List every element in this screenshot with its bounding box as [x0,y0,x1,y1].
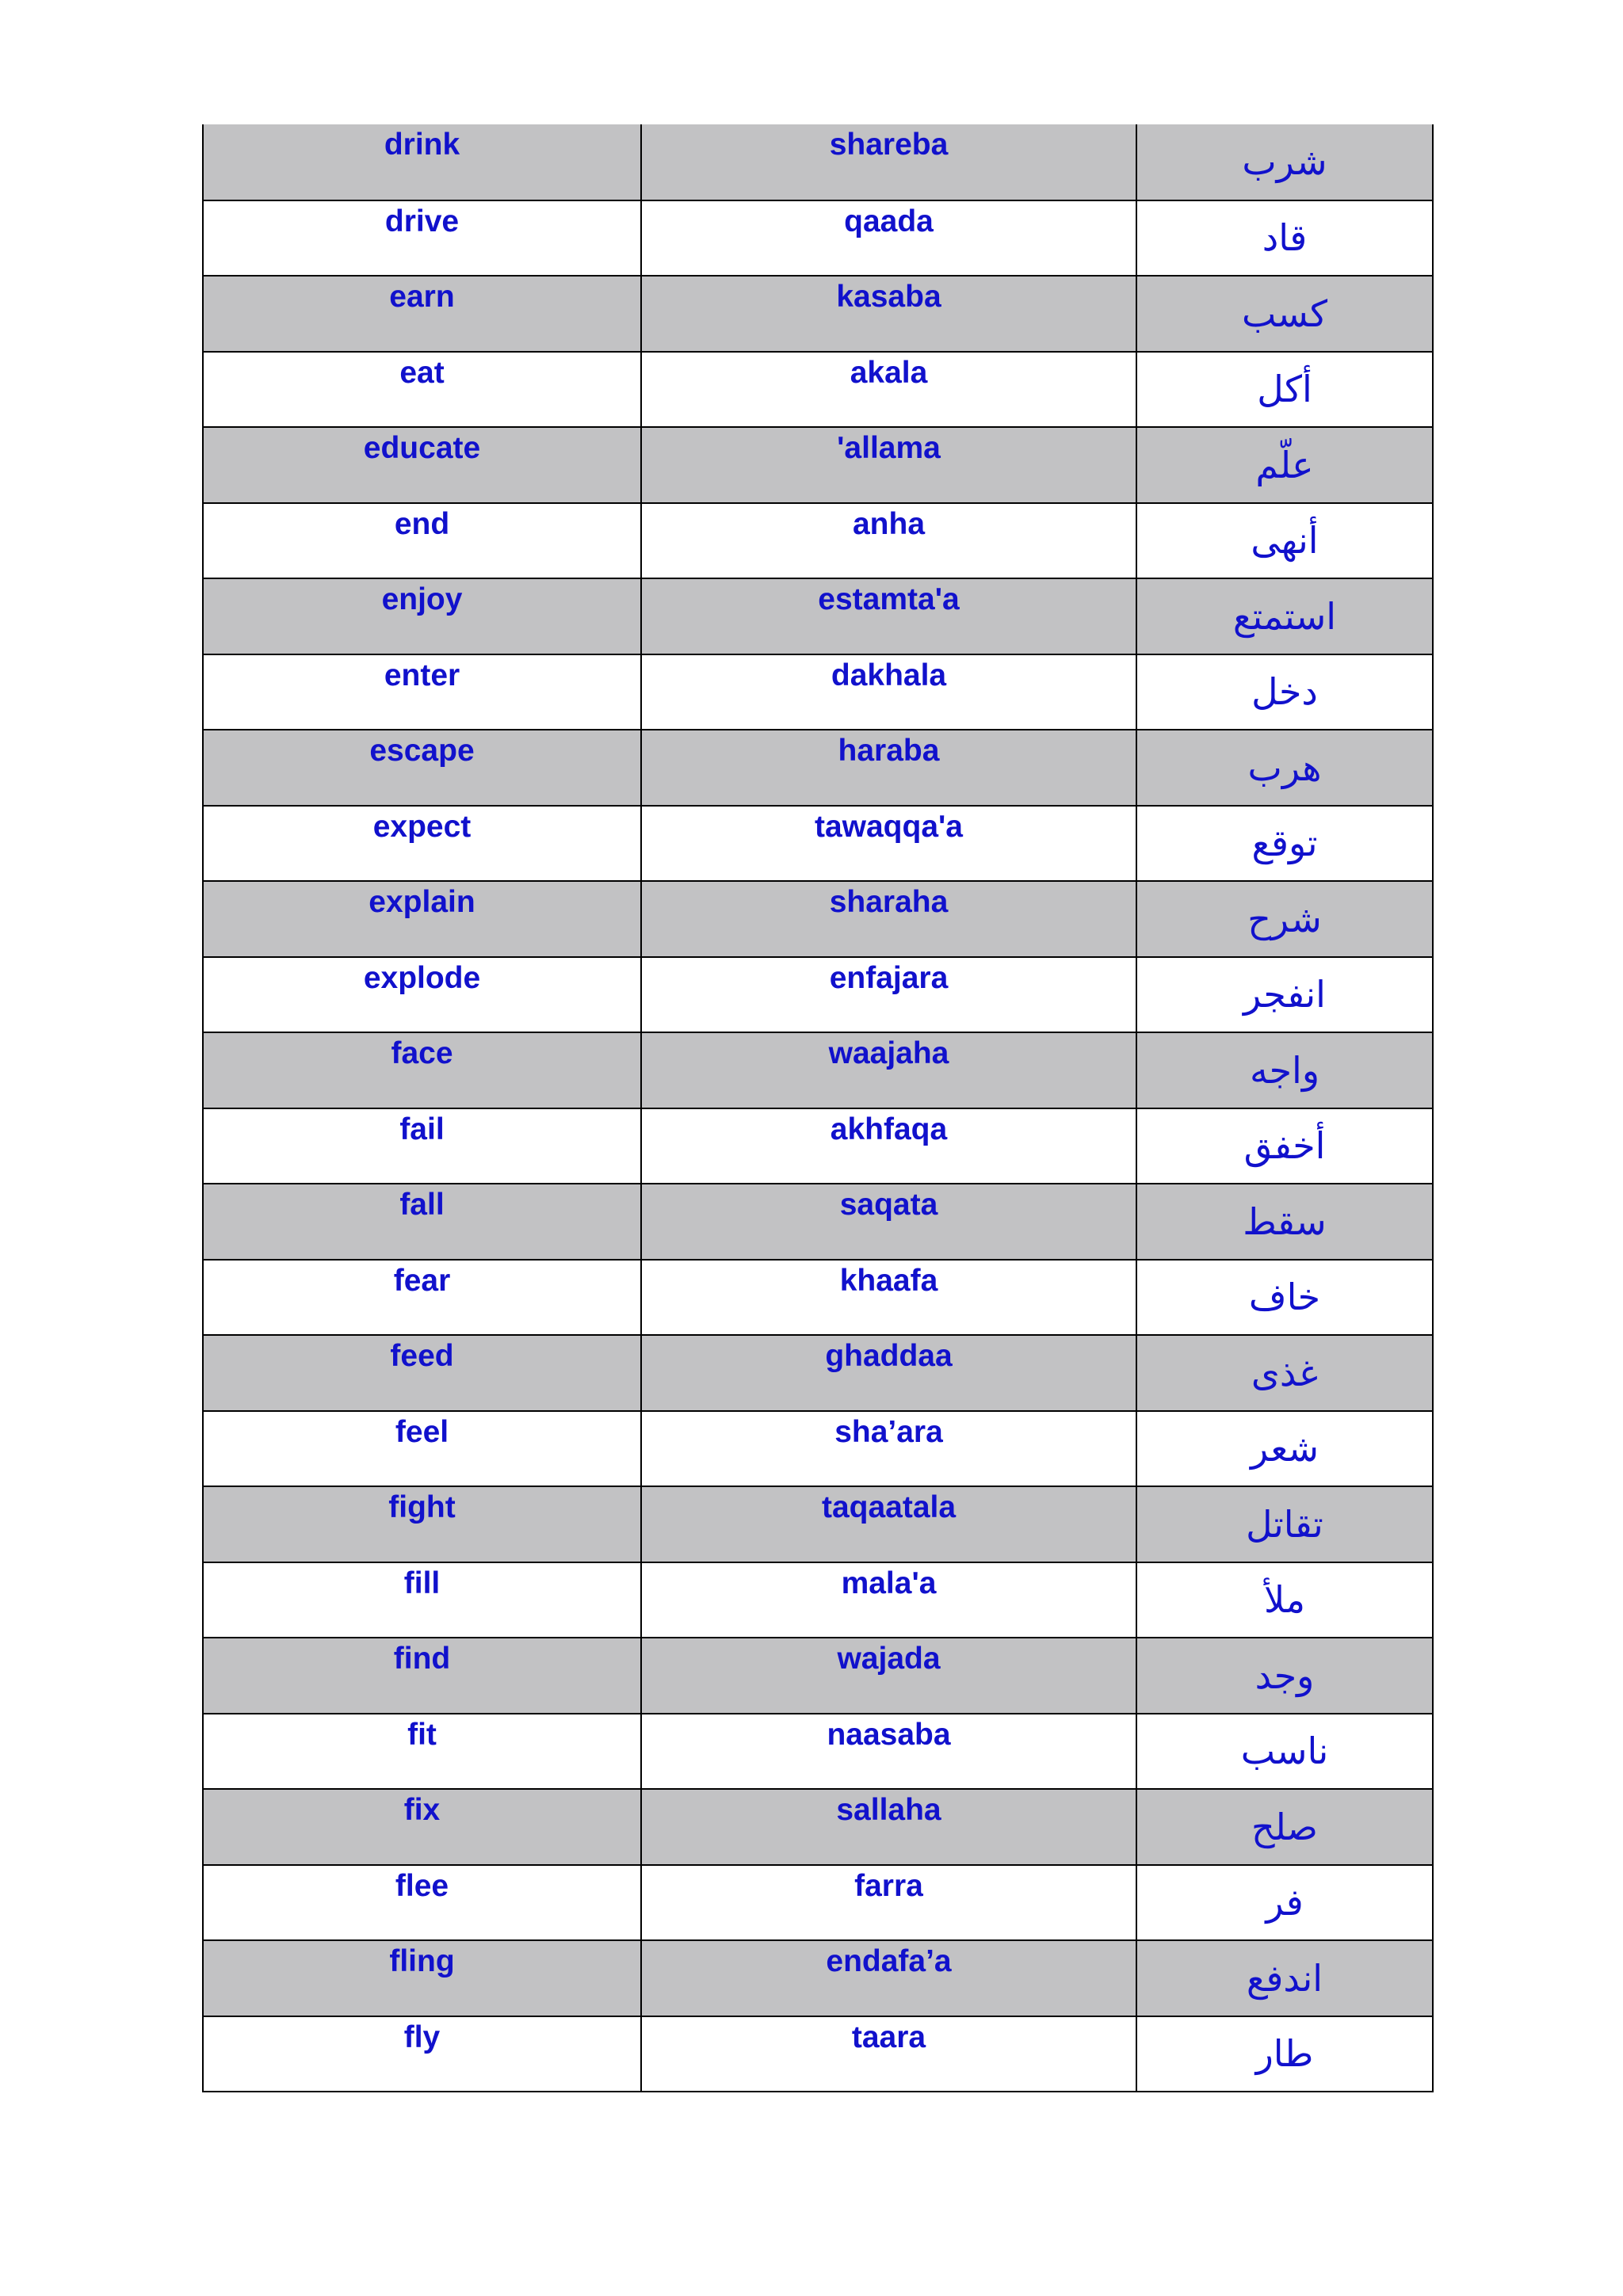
table-row [203,1638,1433,1714]
arabic-word: دخل [1136,654,1433,730]
table-row [203,806,1433,882]
transliteration: ghaddaa [641,1335,1136,1411]
table-row [203,1486,1433,1562]
table-row [203,1714,1433,1790]
transliteration: kasaba [641,276,1136,352]
arabic-word: استمتع [1136,578,1433,654]
table-row [203,503,1433,579]
arabic-word: أكل [1136,352,1433,428]
arabic-word: غذى [1136,1335,1433,1411]
arabic-word: قاد [1136,200,1433,277]
table-row [203,654,1433,730]
transliteration: taara [641,2016,1136,2092]
arabic-word: انفجر [1136,957,1433,1033]
table-row [203,352,1433,428]
english-word: enjoy [203,578,641,654]
transliteration: sallaha [641,1789,1136,1865]
english-word: flee [203,1865,641,1941]
arabic-word: أنهى [1136,503,1433,579]
english-word: drink [203,124,641,200]
english-word: fix [203,1789,641,1865]
transliteration: akala [641,352,1136,428]
english-word: fight [203,1486,641,1562]
arabic-word: توقع [1136,806,1433,882]
english-word: explain [203,881,641,957]
english-word: fail [203,1108,641,1184]
english-word: enter [203,654,641,730]
transliteration: anha [641,503,1136,579]
transliteration: sha’ara [641,1411,1136,1487]
transliteration: 'allama [641,427,1136,503]
english-word: explode [203,957,641,1033]
transliteration: shareba [641,124,1136,200]
vocabulary-table-body [203,124,1433,2092]
table-row [203,1335,1433,1411]
table-row [203,957,1433,1033]
arabic-word: شرح [1136,881,1433,957]
arabic-word: واجه [1136,1032,1433,1108]
english-word: fling [203,1940,641,2016]
arabic-word: اندفع [1136,1940,1433,2016]
english-word: face [203,1032,641,1108]
transliteration: taqaatala [641,1486,1136,1562]
transliteration: naasaba [641,1714,1136,1790]
transliteration: haraba [641,730,1136,806]
transliteration: endafa’a [641,1940,1136,2016]
table-row [203,881,1433,957]
table-row [203,1108,1433,1184]
transliteration: saqata [641,1184,1136,1260]
arabic-word: ملأ [1136,1562,1433,1638]
english-word: eat [203,352,641,428]
transliteration: wajada [641,1638,1136,1714]
transliteration: waajaha [641,1032,1136,1108]
arabic-word: سقط [1136,1184,1433,1260]
arabic-word: علّم [1136,427,1433,503]
english-word: fit [203,1714,641,1790]
transliteration: mala'a [641,1562,1136,1638]
arabic-word: أخفق [1136,1108,1433,1184]
table-row [203,1032,1433,1108]
table-row [203,1411,1433,1487]
english-word: fall [203,1184,641,1260]
english-word: fill [203,1562,641,1638]
transliteration: farra [641,1865,1136,1941]
english-word: expect [203,806,641,882]
transliteration: tawaqqa'a [641,806,1136,882]
table-row [203,1260,1433,1336]
arabic-word: خاف [1136,1260,1433,1336]
transliteration: qaada [641,200,1136,277]
arabic-word: صلح [1136,1789,1433,1865]
table-row [203,1940,1433,2016]
english-word: fear [203,1260,641,1336]
arabic-word: هرب [1136,730,1433,806]
transliteration: enfajara [641,957,1136,1033]
table-row [203,124,1433,200]
english-word: feed [203,1335,641,1411]
table-row [203,578,1433,654]
english-word: earn [203,276,641,352]
english-word: feel [203,1411,641,1487]
english-word: end [203,503,641,579]
english-word: find [203,1638,641,1714]
table-row [203,730,1433,806]
arabic-word: شعر [1136,1411,1433,1487]
arabic-word: فر [1136,1865,1433,1941]
english-word: educate [203,427,641,503]
arabic-word: ناسب [1136,1714,1433,1790]
arabic-word: وجد [1136,1638,1433,1714]
table-row [203,1562,1433,1638]
table-row [203,1865,1433,1941]
vocabulary-table [202,124,1434,2092]
table-row [203,276,1433,352]
arabic-word: كسب [1136,276,1433,352]
table-row [203,2016,1433,2092]
arabic-word: تقاتل [1136,1486,1433,1562]
table-row [203,427,1433,503]
transliteration: akhfaqa [641,1108,1136,1184]
transliteration: dakhala [641,654,1136,730]
transliteration: khaafa [641,1260,1136,1336]
english-word: escape [203,730,641,806]
english-word: fly [203,2016,641,2092]
table-row [203,200,1433,277]
transliteration: estamta'a [641,578,1136,654]
table-row [203,1789,1433,1865]
table-row [203,1184,1433,1260]
english-word: drive [203,200,641,277]
arabic-word: طار [1136,2016,1433,2092]
arabic-word: شرب [1136,124,1433,200]
transliteration: sharaha [641,881,1136,957]
